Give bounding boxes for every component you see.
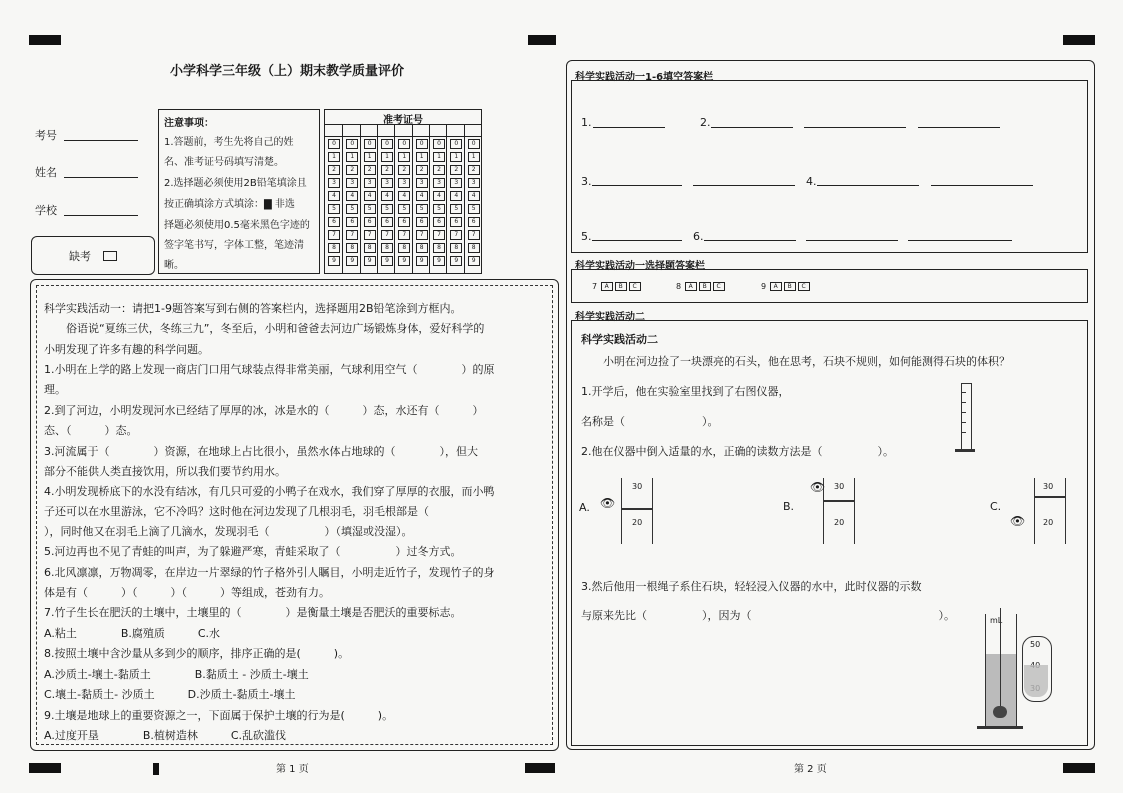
ticket-bubble[interactable]: 3: [364, 178, 376, 188]
question-line: 部分不能供人类直接饮用，所以我们要节约用水。: [44, 465, 286, 478]
question-line: ），同时他又在羽毛上滴了几滴水，发现羽毛（ ）（填湿或没湿）。: [44, 525, 413, 538]
ticket-bubble[interactable]: 7: [468, 230, 480, 240]
question-line: 态、（ ）态。: [44, 424, 138, 437]
absent-checkbox[interactable]: [103, 251, 117, 261]
cylinder-unit: mL: [990, 616, 1003, 625]
cylinder-base: [955, 449, 975, 452]
ticket-bubble[interactable]: 6: [328, 217, 340, 227]
ticket-bubble[interactable]: 9: [346, 256, 358, 266]
ticket-bubble[interactable]: 4: [450, 191, 462, 201]
scale-b: [823, 478, 855, 544]
ticket-bubble[interactable]: 1: [468, 152, 480, 162]
choice-bubble[interactable]: C: [629, 282, 641, 291]
ticket-bubble[interactable]: 5: [346, 204, 358, 214]
question-2: 2.他在仪器中倒入适量的水，正确的读数方法是（ ）。: [581, 445, 894, 458]
ticket-bubble[interactable]: 0: [381, 139, 393, 149]
ticket-bubble[interactable]: 9: [364, 256, 376, 266]
question-line: 6.北风凛凛，万物凋零，在岸边一片翠绿的竹子格外引人瞩目，小明走近竹子，发现竹子的身: [44, 566, 495, 579]
ticket-bubble[interactable]: 0: [468, 139, 480, 149]
ticket-bubble[interactable]: 8: [364, 243, 376, 253]
choice-item: [761, 282, 811, 291]
story-paragraph: 小明发现了许多有趣的科学问题。: [44, 343, 209, 356]
question-line: 3.河流属于（ ）资源，在地球上占比很小，虽然水体占地球的（ ），但大: [44, 445, 478, 458]
notice-line: 按正确填涂方式填涂：▇ 非选: [164, 199, 295, 210]
ticket-bubble[interactable]: 5: [468, 204, 480, 214]
ticket-bubble[interactable]: 1: [433, 152, 445, 162]
choice-bubble[interactable]: C: [713, 282, 725, 291]
ticket-bubble[interactable]: 7: [364, 230, 376, 240]
ticket-bubble[interactable]: 4: [433, 191, 445, 201]
ticket-bubble[interactable]: 8: [450, 243, 462, 253]
ticket-bubble[interactable]: 3: [468, 178, 480, 188]
ticket-bubble[interactable]: 9: [468, 256, 480, 266]
fill-label: 5.: [581, 230, 592, 243]
ticket-bubble[interactable]: 8: [416, 243, 428, 253]
page-number: 第 1 页: [276, 764, 309, 775]
choice-num: 8: [676, 282, 682, 291]
fill-answer-box: [571, 80, 1088, 253]
ticket-bubble[interactable]: 0: [328, 139, 340, 149]
fill-blank[interactable]: [931, 185, 1033, 186]
scale-bottom-label: 20: [834, 518, 845, 527]
eye-icon: 👁: [1010, 514, 1026, 528]
ticket-bubble[interactable]: 6: [381, 217, 393, 227]
fill-blank[interactable]: [711, 127, 793, 128]
zoom-scale-label: 50: [1030, 640, 1041, 649]
question-line: 4.小明发现桥底下的水没有结冰，有几只可爱的小鸭子在戏水，我们穿了厚厚的衣服，而小鸭: [44, 485, 495, 498]
exam-no-label: 考号: [35, 129, 57, 142]
ticket-bubble[interactable]: 5: [433, 204, 445, 214]
ticket-bubble[interactable]: 7: [433, 230, 445, 240]
name-label: 姓名: [35, 166, 57, 179]
option-line: C.壤土-黏质土- 沙质土 D.沙质土-黏质土-壤土: [44, 688, 296, 701]
ticket-bubble[interactable]: 3: [450, 178, 462, 188]
ticket-bubble[interactable]: 1: [398, 152, 410, 162]
ticket-bubble[interactable]: 4: [398, 191, 410, 201]
question-1b: 名称是（ ）。: [581, 415, 719, 428]
choice-item: [592, 282, 642, 291]
question-line: 体是有（ ）（ ）（ ）等组成，苍劲有力。: [44, 586, 330, 599]
scale-top-label: 30: [1043, 482, 1054, 491]
fill-blank[interactable]: [592, 240, 682, 241]
ticket-bubble[interactable]: 0: [364, 139, 376, 149]
choice-bubble[interactable]: B: [784, 282, 796, 291]
ticket-bubble[interactable]: 7: [416, 230, 428, 240]
school-field[interactable]: [64, 215, 138, 216]
ticket-bubble[interactable]: 0: [433, 139, 445, 149]
ticket-bubble[interactable]: 8: [346, 243, 358, 253]
question-line: 5.河边再也不见了青蛙的叫声，为了躲避严寒，青蛙采取了（ ）过冬方式。: [44, 545, 462, 558]
fill-label: 3.: [581, 175, 592, 188]
notice-line: 签字笔书写，字体工整，笔迹清: [164, 240, 304, 251]
stone-icon: [993, 706, 1007, 718]
ticket-bubble[interactable]: 7: [346, 230, 358, 240]
ticket-bubble[interactable]: 6: [450, 217, 462, 227]
fill-label: 4.: [806, 175, 817, 188]
ticket-bubble[interactable]: 6: [468, 217, 480, 227]
ticket-bubble[interactable]: 1: [346, 152, 358, 162]
ticket-column: [429, 124, 447, 273]
graduated-cylinder-icon: [961, 383, 972, 451]
ticket-bubble[interactable]: 3: [416, 178, 428, 188]
ticket-bubble[interactable]: 8: [398, 243, 410, 253]
ticket-bubble[interactable]: 8: [468, 243, 480, 253]
fill-blank[interactable]: [593, 127, 665, 128]
question-line: 8.按照土壤中含沙量从多到少的顺序，排序正确的是( )。: [44, 647, 350, 660]
question-line: 1.小明在上学的路上发现一商店门口用气球装点得非常美丽，气球利用空气（ ）的原: [44, 363, 495, 376]
activity-two-header: 科学实践活动二: [575, 312, 645, 323]
ticket-column: [394, 124, 412, 273]
ticket-bubble[interactable]: 1: [416, 152, 428, 162]
ticket-bubble[interactable]: 7: [328, 230, 340, 240]
activity-one-intro: 科学实践活动一：请把1-9题答案写到右侧的答案栏内，选择题用2B铅笔涂到方框内。: [44, 302, 462, 315]
ticket-bubble[interactable]: 1: [364, 152, 376, 162]
option-a-label: A.: [579, 501, 590, 514]
question-3a: 3.然后他用一根绳子系住石块，轻轻浸入仪器的水中，此时仪器的示数: [581, 580, 922, 593]
story-paragraph: 俗语说“夏练三伏，冬练三九”，冬至后，小明和爸爸去河边广场锻炼身体，爱好科学的: [66, 322, 485, 335]
option-line: A.沙质土-壤土-黏质土 B.黏质土 - 沙质土-壤土: [44, 668, 309, 681]
scale-bottom-label: 20: [632, 518, 643, 527]
ticket-bubble[interactable]: 2: [364, 165, 376, 175]
question-line: 7.竹子生长在肥沃的土壤中，土壤里的（ ）是衡量土壤是否肥沃的重要标志。: [44, 606, 462, 619]
question-line: 子还可以在水里游泳，它不冷吗？这时他在河边发现了几根羽毛，羽毛根部是（: [44, 505, 429, 518]
ticket-bubble[interactable]: 0: [346, 139, 358, 149]
ticket-bubble[interactable]: 4: [468, 191, 480, 201]
question-line-end: 理。: [44, 383, 66, 396]
ticket-bubble[interactable]: 5: [381, 204, 393, 214]
ticket-title: 准考证号: [383, 115, 423, 126]
ticket-column: [377, 124, 395, 273]
ticket-bubble[interactable]: 5: [398, 204, 410, 214]
option-line: A.粘土 B.腐殖质 C.水: [44, 627, 221, 640]
ticket-bubble[interactable]: 5: [364, 204, 376, 214]
scale-top-label: 30: [834, 482, 845, 491]
choice-bubble[interactable]: B: [615, 282, 627, 291]
ticket-bubble[interactable]: 2: [328, 165, 340, 175]
ticket-column: [446, 124, 464, 273]
choice-num: 9: [761, 282, 767, 291]
ticket-bubble[interactable]: 2: [398, 165, 410, 175]
option-line: A.过度开垦 B.植树造林 C.乱砍滥伐: [44, 729, 287, 742]
ticket-column: [325, 124, 342, 273]
ticket-bubble[interactable]: 6: [364, 217, 376, 227]
notice-line: 名、准考证号码填写清楚。: [164, 157, 284, 168]
ticket-bubble[interactable]: 4: [364, 191, 376, 201]
ticket-bubble[interactable]: 2: [381, 165, 393, 175]
name-field[interactable]: [64, 177, 138, 178]
cylinder-with-stone-icon: [985, 614, 1017, 727]
ticket-bubble[interactable]: 6: [398, 217, 410, 227]
fill-label: 6.: [693, 230, 704, 243]
choice-bubble[interactable]: A: [685, 282, 697, 291]
eye-icon: 👁: [600, 496, 616, 510]
fill-label: 1.: [581, 116, 592, 129]
string-icon: [1000, 608, 1001, 706]
registration-mark: [528, 35, 556, 45]
ticket-bubble[interactable]: 3: [398, 178, 410, 188]
option-c-label: C.: [990, 500, 1002, 513]
ticket-bubble[interactable]: 2: [416, 165, 428, 175]
ticket-bubble[interactable]: 6: [416, 217, 428, 227]
ticket-column: [360, 124, 378, 273]
scale-bottom-label: 20: [1043, 518, 1054, 527]
fill-blank[interactable]: [908, 240, 1012, 241]
registration-mark: [29, 35, 61, 45]
ticket-column: [412, 124, 430, 273]
notice-title: 注意事项：: [164, 118, 214, 129]
ticket-bubble[interactable]: 1: [450, 152, 462, 162]
zoom-scale: [1022, 636, 1052, 702]
page-title: 小学科学三年级（上）期末教学质量评价: [170, 64, 405, 79]
fill-blank[interactable]: [817, 185, 919, 186]
fill-label: 2.: [700, 116, 711, 129]
ticket-bubble[interactable]: 2: [346, 165, 358, 175]
notice-line: 2.选择题必须使用2B铅笔填涂且: [164, 178, 307, 189]
eye-icon: 👁: [810, 480, 826, 494]
notice-line: 择题必须使用0.5毫米黑色字迹的: [164, 220, 310, 231]
ticket-bubble[interactable]: 9: [433, 256, 445, 266]
exam-no-field[interactable]: [64, 140, 138, 141]
scale-a: [621, 478, 653, 544]
absent-label: 缺考: [69, 250, 91, 263]
question-line: 2.到了河边，小明发现河水已经结了厚厚的冰，冰是水的（ ）态，水还有（ ）: [44, 404, 484, 417]
ticket-bubble[interactable]: 8: [433, 243, 445, 253]
ticket-bubble[interactable]: 3: [381, 178, 393, 188]
ticket-bubble[interactable]: 9: [450, 256, 462, 266]
ticket-bubble[interactable]: 7: [398, 230, 410, 240]
ticket-bubble[interactable]: 3: [433, 178, 445, 188]
question-3b: 与原来先比（ ），因为（ ）。: [581, 609, 955, 622]
ticket-bubble[interactable]: 4: [416, 191, 428, 201]
choice-answer-title: 科学实践活动一选择题答案栏: [575, 261, 705, 272]
ticket-bubble[interactable]: 2: [468, 165, 480, 175]
notice-box: [158, 109, 320, 274]
choice-bubble[interactable]: A: [770, 282, 782, 291]
school-label: 学校: [35, 204, 57, 217]
ticket-bubble[interactable]: 1: [381, 152, 393, 162]
registration-mark: [1063, 35, 1095, 45]
ticket-column: [464, 124, 482, 273]
ticket-bubble[interactable]: 7: [450, 230, 462, 240]
choice-bubble[interactable]: B: [699, 282, 711, 291]
ticket-bubble[interactable]: 4: [381, 191, 393, 201]
choice-bubble[interactable]: C: [798, 282, 810, 291]
notice-line: 晰。: [164, 260, 184, 271]
activity-two-title: 科学实践活动二: [581, 333, 658, 346]
option-b-label: B.: [783, 500, 795, 513]
ticket-bubble[interactable]: 9: [328, 256, 340, 266]
registration-mark: [1063, 763, 1095, 773]
choice-answer-box: [571, 269, 1088, 303]
ticket-bubble[interactable]: 6: [433, 217, 445, 227]
fill-blank[interactable]: [693, 185, 795, 186]
ticket-bubble[interactable]: 9: [398, 256, 410, 266]
ticket-bubble[interactable]: 2: [450, 165, 462, 175]
ticket-bubble[interactable]: 8: [328, 243, 340, 253]
ticket-column: [342, 124, 360, 273]
choice-num: 7: [592, 282, 598, 291]
ticket-bubble[interactable]: 0: [416, 139, 428, 149]
ticket-bubble[interactable]: 6: [346, 217, 358, 227]
scale-top-label: 30: [632, 482, 643, 491]
ticket-bubble[interactable]: 3: [346, 178, 358, 188]
ticket-bubble[interactable]: 5: [450, 204, 462, 214]
scale-c: [1034, 478, 1066, 544]
question-line: 9.土壤是地球上的重要资源之一，下面属于保护土壤的行为是( )。: [44, 709, 394, 722]
fill-blank[interactable]: [804, 127, 906, 128]
registration-mark: [153, 763, 159, 775]
cylinder-base: [977, 726, 1023, 729]
page-number: 第 2 页: [794, 764, 827, 775]
fill-answer-title: 科学实践活动一1-6填空答案栏: [575, 72, 714, 83]
ticket-bubble[interactable]: 1: [328, 152, 340, 162]
ticket-bubble[interactable]: 9: [416, 256, 428, 266]
ticket-columns: [325, 136, 481, 273]
registration-mark: [29, 763, 61, 773]
notice-line: 1.答题前，考生先将自己的姓: [164, 137, 294, 148]
fill-blank[interactable]: [806, 240, 898, 241]
absent-box: [31, 236, 155, 275]
fill-blank[interactable]: [918, 127, 1000, 128]
activity-two-intro: 小明在河边捡了一块漂亮的石头，他在思考，石块不规则，如何能测得石块的体积？: [603, 355, 1010, 368]
ticket-bubble[interactable]: 5: [416, 204, 428, 214]
ticket-bubble[interactable]: 3: [328, 178, 340, 188]
ticket-bubble[interactable]: 4: [328, 191, 340, 201]
choice-item: [676, 282, 726, 291]
fill-blank[interactable]: [592, 185, 682, 186]
ticket-bubble[interactable]: 9: [381, 256, 393, 266]
ticket-bubble[interactable]: 0: [450, 139, 462, 149]
ticket-bubble[interactable]: 4: [346, 191, 358, 201]
fill-blank[interactable]: [704, 240, 796, 241]
question-1a: 1.开学后，他在实验室里找到了右图仪器，: [581, 385, 790, 398]
ticket-bubble[interactable]: 0: [398, 139, 410, 149]
ticket-bubble[interactable]: 8: [381, 243, 393, 253]
ticket-bubble[interactable]: 7: [381, 230, 393, 240]
choice-bubble[interactable]: A: [601, 282, 613, 291]
ticket-grid: [324, 109, 482, 274]
ticket-bubble[interactable]: 5: [328, 204, 340, 214]
registration-mark: [525, 763, 555, 773]
ticket-bubble[interactable]: 2: [433, 165, 445, 175]
